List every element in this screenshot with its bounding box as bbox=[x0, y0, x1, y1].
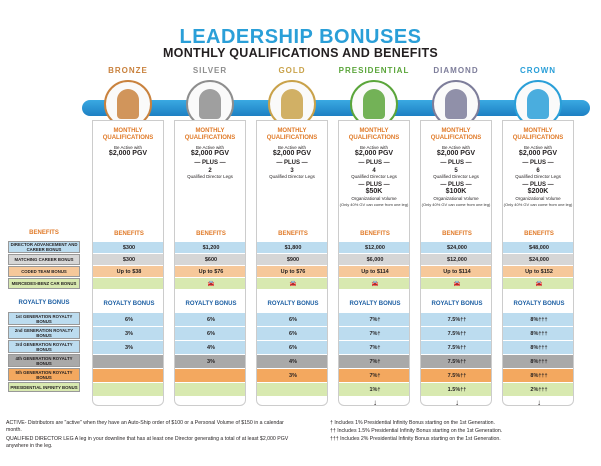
benefits-header: BENEFITS bbox=[442, 231, 472, 237]
benefit-cell: $900 bbox=[257, 254, 328, 265]
car-icon: 🚘 bbox=[257, 278, 328, 289]
qualification-line: Qualified Director Legs bbox=[187, 174, 233, 179]
rank-column-bronze bbox=[90, 62, 166, 406]
royalty-header: ROYALTY BONUS bbox=[103, 301, 155, 307]
qualification-line: 6 bbox=[536, 168, 540, 174]
qualification-line: — PLUS — bbox=[358, 182, 390, 188]
royalty-cell: 7.5%†† bbox=[421, 327, 492, 340]
royalty-cell: 7.5%†† bbox=[421, 313, 492, 326]
qualification-line: $2,000 PGV bbox=[436, 150, 476, 157]
rank-name: DIAMOND bbox=[433, 66, 479, 75]
qualification-line: Qualified Director Legs bbox=[351, 174, 397, 179]
benefit-cell: Up to $38 bbox=[93, 266, 164, 277]
royalty-header: ROYALTY BONUS bbox=[267, 301, 319, 307]
footnote-1: † Includes 1% Presidential Infinity Bonus starting on the 1st Generation. bbox=[330, 420, 495, 426]
qualification-line: $2,000 PGV bbox=[190, 150, 230, 157]
royalty-cell: 6% bbox=[175, 327, 246, 340]
car-icon: 🚘 bbox=[339, 278, 410, 289]
royalty-header: ROYALTY BONUS bbox=[431, 301, 483, 307]
royalty-cell: 3% bbox=[257, 369, 328, 382]
benefit-cell: $1,200 bbox=[175, 242, 246, 253]
qualification-line: Be Active with bbox=[113, 145, 142, 150]
qualification-line: — PLUS — bbox=[276, 160, 308, 166]
royalty-cell: 6% bbox=[257, 341, 328, 354]
royalty-cell: 6% bbox=[93, 313, 164, 326]
label-matching-bonus: MATCHING CAREER BONUS bbox=[8, 254, 80, 265]
benefit-cell: $300 bbox=[93, 242, 164, 253]
benefit-cell: $600 bbox=[175, 254, 246, 265]
qualification-line: Be Active with bbox=[195, 145, 224, 150]
qualification-line: MONTHLY QUALIFICATIONS bbox=[348, 128, 400, 141]
rank-name: GOLD bbox=[278, 66, 306, 75]
label-director-bonus: DIRECTOR ADVANCEMENT AND CAREER BONUS bbox=[8, 241, 80, 253]
qualification-line: $100K bbox=[445, 188, 467, 195]
qualification-line: $2,000 PGV bbox=[272, 150, 312, 157]
royalty-cell bbox=[93, 355, 164, 368]
qualification-line: (Only 40% GV can come from one leg) bbox=[503, 202, 573, 207]
qualification-line: Be Active with bbox=[277, 145, 306, 150]
qualification-line: Be Active with bbox=[359, 145, 388, 150]
benefits-header: BENEFITS bbox=[196, 231, 226, 237]
qualification-line: — PLUS — bbox=[522, 160, 554, 166]
qualification-line: — PLUS — bbox=[194, 160, 226, 166]
car-icon: 🚘 bbox=[175, 278, 246, 289]
benefits-header: BENEFITS bbox=[114, 231, 144, 237]
royalty-cell: 7.5%†† bbox=[421, 355, 492, 368]
benefit-cell: $12,000 bbox=[421, 254, 492, 265]
qualification-line: $2,000 PGV bbox=[108, 150, 148, 157]
benefit-cell: $24,000 bbox=[421, 242, 492, 253]
benefits-label-header: BENEFITS bbox=[29, 230, 59, 236]
qualification-line: — PLUS — bbox=[440, 160, 472, 166]
rank-card bbox=[174, 120, 246, 406]
royalty-cell: 3% bbox=[93, 327, 164, 340]
rank-name: PRESIDENTIAL bbox=[338, 66, 410, 75]
royalty-cell: 4% bbox=[175, 341, 246, 354]
qualification-line: $2,000 PGV bbox=[354, 150, 394, 157]
label-gen5: 5th GENERATION ROYALTY BONUS bbox=[8, 368, 80, 381]
benefits-header: BENEFITS bbox=[524, 231, 554, 237]
label-gen1: 1st GENERATION ROYALTY BONUS bbox=[8, 312, 80, 325]
qualification-line: Qualified Director Legs bbox=[269, 174, 315, 179]
qualification-line: Qualified Director Legs bbox=[515, 174, 561, 179]
benefit-cell: $6,000 bbox=[339, 254, 410, 265]
rank-column-silver bbox=[172, 62, 248, 406]
benefit-cell: $1,800 bbox=[257, 242, 328, 253]
benefit-cell: $24,000 bbox=[503, 254, 574, 265]
benefits-header: BENEFITS bbox=[360, 231, 390, 237]
royalty-cell: 7%† bbox=[339, 369, 410, 382]
qualification-line: MONTHLY QUALIFICATIONS bbox=[430, 128, 482, 141]
label-gen2: 2nd GENERATION ROYALTY BONUS bbox=[8, 326, 80, 339]
royalty-cell: 1.5%†† bbox=[421, 383, 492, 396]
royalty-cell: 2%††† bbox=[503, 383, 574, 396]
qualification-line: $2,000 PGV bbox=[518, 150, 558, 157]
royalty-cell: 4% bbox=[257, 355, 328, 368]
qualification-line: Organizational Volume bbox=[433, 196, 479, 201]
royalty-cell: 1%† bbox=[339, 383, 410, 396]
qualification-line: Organizational Volume bbox=[351, 196, 397, 201]
rank-name: BRONZE bbox=[108, 66, 148, 75]
royalty-cell: 3% bbox=[93, 341, 164, 354]
rank-card bbox=[92, 120, 164, 406]
label-coded-bonus: CODED TEAM BONUS bbox=[8, 266, 80, 277]
benefit-cell: $12,000 bbox=[339, 242, 410, 253]
rank-column-crown bbox=[500, 62, 576, 406]
arrow-down-icon: ↓ bbox=[455, 398, 459, 406]
royalty-cell: 8%††† bbox=[503, 327, 574, 340]
label-infinity: PRESIDENTIAL INFINITY BONUS bbox=[8, 382, 80, 392]
rank-card bbox=[502, 120, 574, 406]
benefit-cell: $300 bbox=[93, 254, 164, 265]
benefit-cell: $48,000 bbox=[503, 242, 574, 253]
qualification-line: MONTHLY QUALIFICATIONS bbox=[266, 128, 318, 141]
qualification-line: Qualified Director Legs bbox=[433, 174, 479, 179]
rank-column-gold bbox=[254, 62, 330, 406]
royalty-cell bbox=[257, 383, 328, 396]
benefit-cell: Up to $76 bbox=[257, 266, 328, 277]
qualification-line: — PLUS — bbox=[522, 182, 554, 188]
qualification-line: MONTHLY QUALIFICATIONS bbox=[102, 128, 154, 141]
royalty-cell: 6% bbox=[175, 313, 246, 326]
royalty-header: ROYALTY BONUS bbox=[185, 301, 237, 307]
royalty-cell: 8%††† bbox=[503, 313, 574, 326]
royalty-cell: 7%† bbox=[339, 355, 410, 368]
arrow-down-icon: ↓ bbox=[537, 398, 541, 406]
royalty-cell: 3% bbox=[175, 355, 246, 368]
arrow-down-icon: ↓ bbox=[373, 398, 377, 406]
royalty-cell: 7%† bbox=[339, 341, 410, 354]
footnote-3: ††† Includes 2% Presidential Infinity Bonus starting on the 1st Generation. bbox=[330, 436, 501, 442]
qualification-line: MONTHLY QUALIFICATIONS bbox=[512, 128, 564, 141]
qualification-line: (Only 40% GV can come from one leg) bbox=[421, 202, 491, 207]
qualification-line: (Only 40% GV can come from one leg) bbox=[339, 202, 409, 207]
royalty-cell bbox=[175, 383, 246, 396]
qualification-line: Be Active with bbox=[441, 145, 470, 150]
rank-card bbox=[338, 120, 410, 406]
royalty-cell bbox=[93, 383, 164, 396]
royalty-cell: 7.5%†† bbox=[421, 369, 492, 382]
qualification-line: — PLUS — bbox=[440, 182, 472, 188]
qualification-line: 2 bbox=[208, 168, 212, 174]
car-icon: 🚘 bbox=[421, 278, 492, 289]
car-icon bbox=[93, 278, 164, 289]
royalty-cell: 6% bbox=[257, 313, 328, 326]
qualification-line: $50K bbox=[365, 188, 383, 195]
royalty-cell: 7%† bbox=[339, 327, 410, 340]
royalty-cell: 8%††† bbox=[503, 355, 574, 368]
royalty-cell: 6% bbox=[257, 327, 328, 340]
qualification-line: 5 bbox=[454, 168, 458, 174]
label-car-bonus: MERCEDES-BENZ CAR BONUS bbox=[8, 278, 80, 289]
royalty-cell: 8%††† bbox=[503, 369, 574, 382]
royalty-cell bbox=[93, 369, 164, 382]
benefit-cell: Up to $152 bbox=[503, 266, 574, 277]
benefits-header: BENEFITS bbox=[278, 231, 308, 237]
benefit-cell: Up to $114 bbox=[421, 266, 492, 277]
footnote-active: ACTIVE- Distributors are "active" when they have an Auto-Ship order of $100 or a Personal Volume of $150 in a calendar month. bbox=[6, 420, 284, 433]
rank-name: CROWN bbox=[519, 66, 557, 75]
label-gen4: 4th GENERATION ROYALTY BONUS bbox=[8, 354, 80, 367]
rank-column-diamond bbox=[418, 62, 494, 406]
royalty-header: ROYALTY BONUS bbox=[513, 301, 565, 307]
royalty-cell: 7%† bbox=[339, 313, 410, 326]
car-icon: 🚘 bbox=[503, 278, 574, 289]
rank-column-presidential bbox=[336, 62, 412, 406]
royalty-cell: 8%††† bbox=[503, 341, 574, 354]
rank-card bbox=[256, 120, 328, 406]
rank-name: SILVER bbox=[192, 66, 228, 75]
benefit-cell: Up to $114 bbox=[339, 266, 410, 277]
qualification-line: — PLUS — bbox=[358, 160, 390, 166]
qualification-line: Organizational Volume bbox=[515, 196, 561, 201]
qualification-line: 4 bbox=[372, 168, 376, 174]
qualification-line: 3 bbox=[290, 168, 294, 174]
label-gen3: 3rd GENERATION ROYALTY BONUS bbox=[8, 340, 80, 353]
royalty-cell bbox=[175, 369, 246, 382]
rank-card bbox=[420, 120, 492, 406]
benefit-cell: Up to $76 bbox=[175, 266, 246, 277]
qualification-line: MONTHLY QUALIFICATIONS bbox=[184, 128, 236, 141]
qualification-line: $200K bbox=[527, 188, 549, 195]
royalty-label-header: ROYALTY BONUS bbox=[18, 300, 70, 306]
footnote-2: †† Includes 1.5% Presidential Infinity Bonus starting on the 1st Generation. bbox=[330, 428, 503, 434]
qualification-line: Be Active with bbox=[523, 145, 552, 150]
royalty-cell: 7.5%†† bbox=[421, 341, 492, 354]
footnote-qdl: QUALIFIED DIRECTOR LEG A leg in your downline that has at least one Director generating a total of at least $2,000 PGV anywhere in the leg. bbox=[6, 436, 289, 449]
royalty-header: ROYALTY BONUS bbox=[349, 301, 401, 307]
page-subtitle: MONTHLY QUALIFICATIONS AND BENEFITS bbox=[162, 46, 439, 60]
page-title: LEADERSHIP BONUSES bbox=[179, 26, 422, 48]
